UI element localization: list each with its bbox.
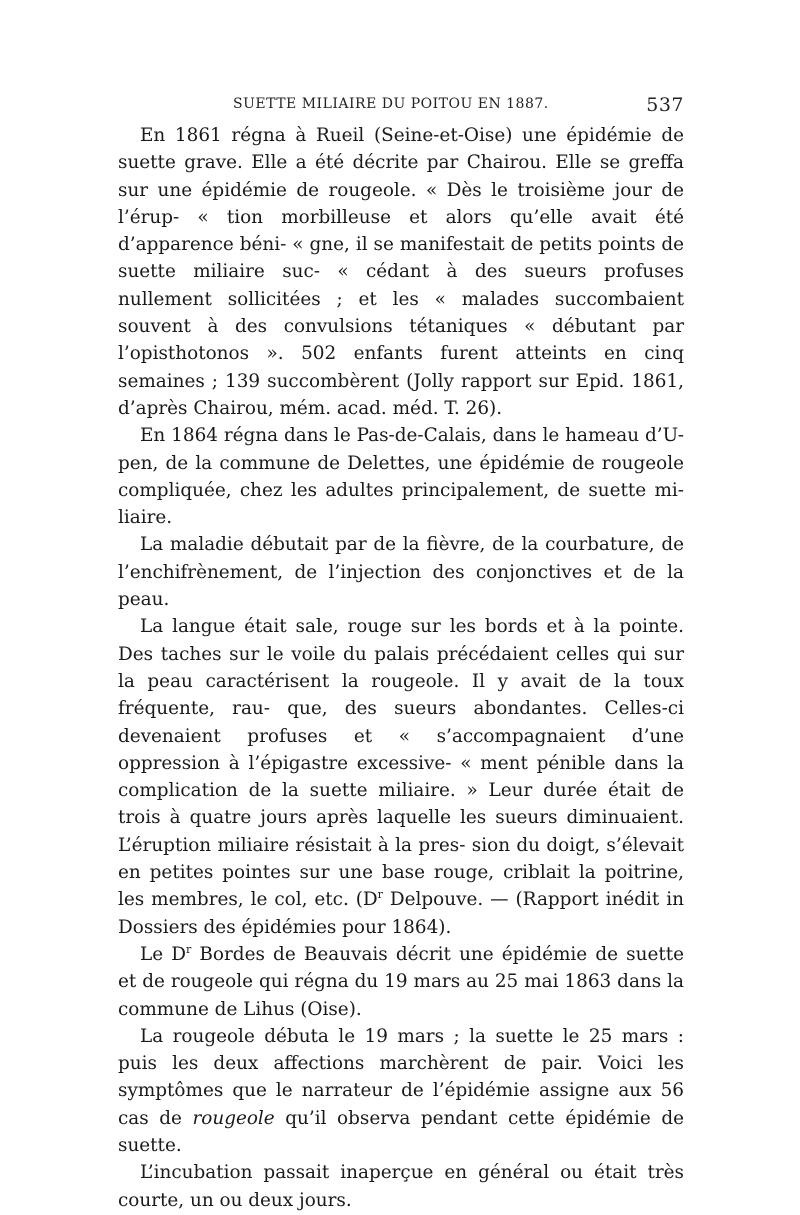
paragraph-bordes-1863: [118, 941, 684, 1023]
doctor-superscript: r: [186, 942, 192, 956]
paragraph-tongue-rash-end: Delpouve. — (Rapport inédit in Dossiers des épidémies pour 1864).: [118, 889, 684, 938]
page-header: [118, 92, 684, 122]
paragraph-march-end: qu’il observa pendant cette épidémie de suette.: [118, 1107, 684, 1156]
page-number: 537: [646, 94, 684, 116]
paragraph-bordes-text: Bordes de Beauvais décrit une épidémie de suette et de rougeole qui régna du 19 mars au 25 mai 1863 dans la commune de Lihus (Oise).: [118, 943, 684, 1020]
doctor-superscript: r: [377, 888, 383, 902]
paragraph-symptoms-onset: La maladie débutait par de la fièvre, de la courbature, de l’enchifrènement, de l’injection des conjonctives et de la peau.: [118, 534, 684, 611]
paragraph-bordes-prefix: Le D: [140, 943, 186, 965]
paragraph-tongue-rash-text: La langue était sale, rouge sur les bords et à la pointe. Des taches sur le voile du palais précédaient celles qui sur la peau caractérisent la rougeole. Il y avait de la toux fréquente, rau- que, des sueurs abondantes. Celles-ci devenaient profuses et « s’accompagnaient d’une oppression à l’épigastre excessive- « ment pénible dans la complication de la suette miliaire. » Leur durée était de trois à quatre jours après laquelle les sueurs diminuaient. L’éruption miliaire résistait à la pres- sion du doigt, s’élevait en petites pointes sur une base rouge, criblait la poitrine, les membres, le col, etc. (D: [118, 616, 684, 911]
running-title: SUETTE MILIAIRE DU POITOU EN 1887.: [233, 96, 549, 112]
paragraph-pas-de-calais-1864: En 1864 régna dans le Pas-de-Calais, dans le hameau d’U- pen, de la commune de Delettes, une épidémie de rougeole compliquée, chez les adultes principalement, de suette mi- liaire.: [118, 425, 684, 529]
paragraph-tongue-rash: [118, 613, 684, 941]
book-page: [118, 92, 684, 1214]
paragraph-march-course: [118, 1023, 684, 1159]
paragraph-rueil-1861: En 1861 régna à Rueil (Seine-et-Oise) une épidémie de suette grave. Elle a été décrite par Chairou. Elle se greffa sur une épidémie de rougeole. « Dès le troisième jour de l’érup- « tion morbilleuse et alors qu’elle avait été d’apparence béni- « gne, il se manifestait de petits points de suette miliaire suc- « cédant à des sueurs profuses nullement sollicitées ; et les « malades succombaient souvent à des convulsions tétaniques « débutant par l’opisthotonos ». 502 enfants furent atteints en cinq semaines ; 139 succombèrent (Jolly rapport sur Epid. 1861, d’après Chairou, mém. acad. méd. T. 26).: [118, 125, 684, 419]
paragraph-march-text: La rougeole débuta le 19 mars ; la suette le 25 mars : puis les deux affections marchèrent de pair. Voici les symptômes que le narrateur de l’épidémie assigne aux 56 cas de: [118, 1025, 684, 1129]
body-text: [118, 122, 684, 1214]
italic-word: rougeole: [192, 1107, 275, 1129]
paragraph-incubation: L’incubation passait inaperçue en général ou était très courte, un ou deux jours.: [118, 1162, 684, 1211]
